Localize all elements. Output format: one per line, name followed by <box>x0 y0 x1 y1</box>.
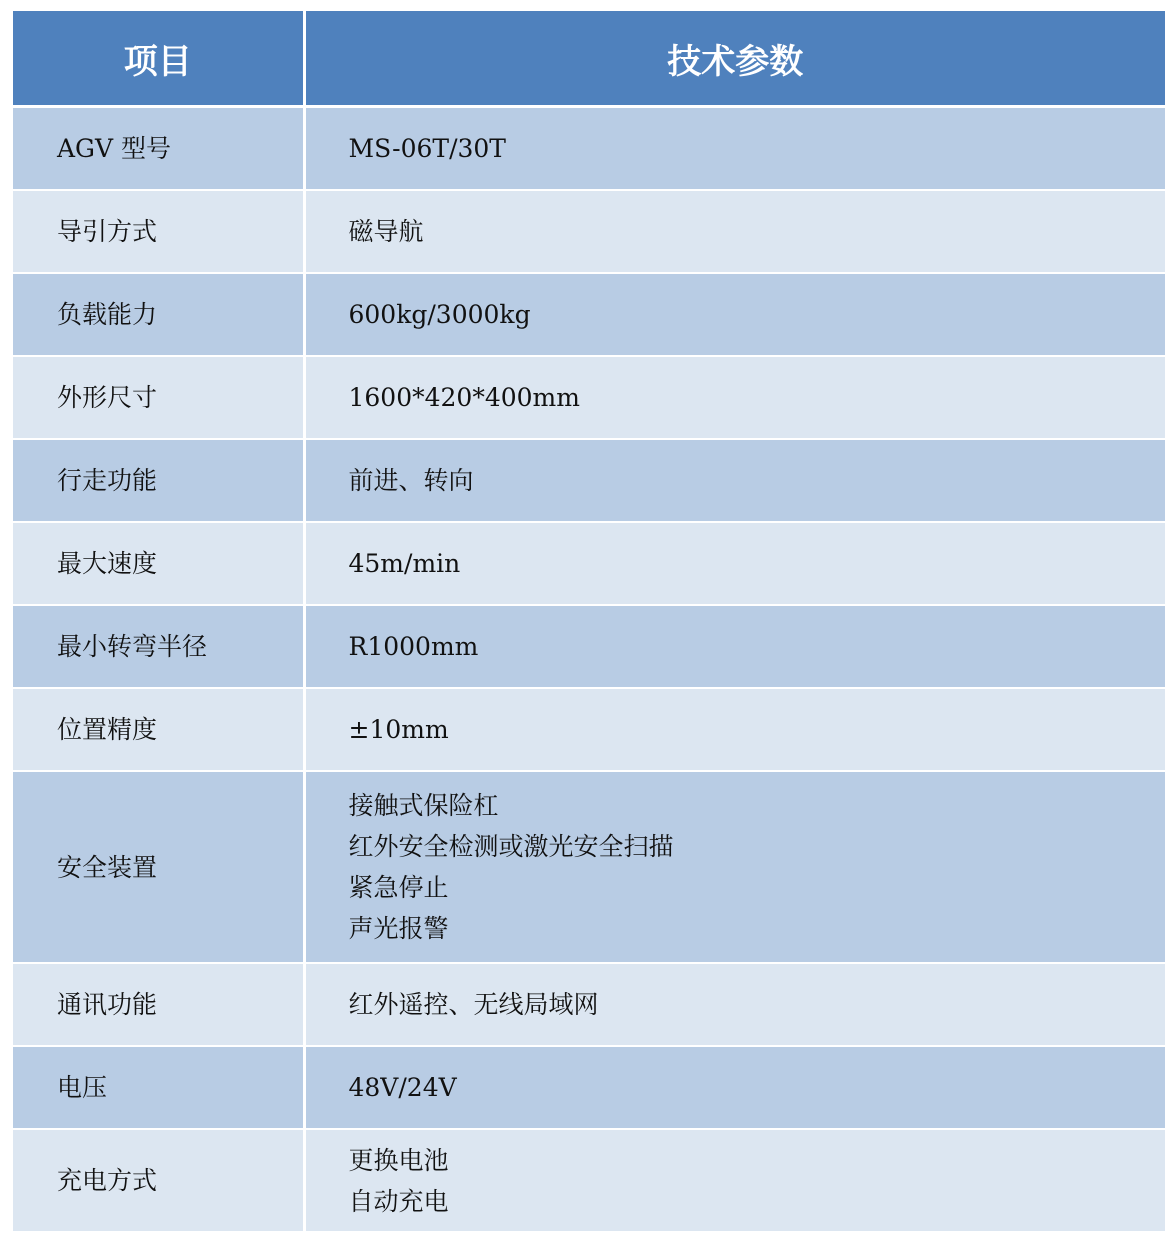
row-value: R1000mm <box>304 605 1165 688</box>
row-item: 安全装置 <box>13 771 304 963</box>
table-row <box>13 190 1165 273</box>
table-row <box>13 107 1165 191</box>
table-row <box>13 688 1165 771</box>
row-value: 磁导航 <box>304 190 1165 273</box>
row-item: 充电方式 <box>13 1129 304 1232</box>
header-param: 技术参数 <box>304 11 1165 107</box>
row-value: 前进、转向 <box>304 439 1165 522</box>
table-row <box>13 522 1165 605</box>
row-item: 导引方式 <box>13 190 304 273</box>
row-item: 最小转弯半径 <box>13 605 304 688</box>
row-value: 600kg/3000kg <box>304 273 1165 356</box>
row-value: 48V/24V <box>304 1046 1165 1129</box>
row-item: AGV 型号 <box>13 107 304 191</box>
row-item: 外形尺寸 <box>13 356 304 439</box>
table-row <box>13 963 1165 1046</box>
table-row <box>13 1046 1165 1129</box>
table-row <box>13 356 1165 439</box>
row-item: 行走功能 <box>13 439 304 522</box>
header-item: 项目 <box>13 11 304 107</box>
spec-table <box>13 11 1165 1233</box>
row-value: 接触式保险杠 红外安全检测或激光安全扫描 紧急停止 声光报警 <box>304 771 1165 963</box>
table-row <box>13 1129 1165 1232</box>
table-row <box>13 771 1165 963</box>
row-item: 负载能力 <box>13 273 304 356</box>
table-header-row <box>13 11 1165 107</box>
row-value: 45m/min <box>304 522 1165 605</box>
row-value: 红外遥控、无线局域网 <box>304 963 1165 1046</box>
row-value: 1600*420*400mm <box>304 356 1165 439</box>
table-row <box>13 439 1165 522</box>
table-row <box>13 273 1165 356</box>
row-item: 通讯功能 <box>13 963 304 1046</box>
table-row <box>13 605 1165 688</box>
row-item: 最大速度 <box>13 522 304 605</box>
row-item: 位置精度 <box>13 688 304 771</box>
row-item: 电压 <box>13 1046 304 1129</box>
row-value: ±10mm <box>304 688 1165 771</box>
row-value: 更换电池 自动充电 <box>304 1129 1165 1232</box>
row-value: MS-06T/30T <box>304 107 1165 191</box>
